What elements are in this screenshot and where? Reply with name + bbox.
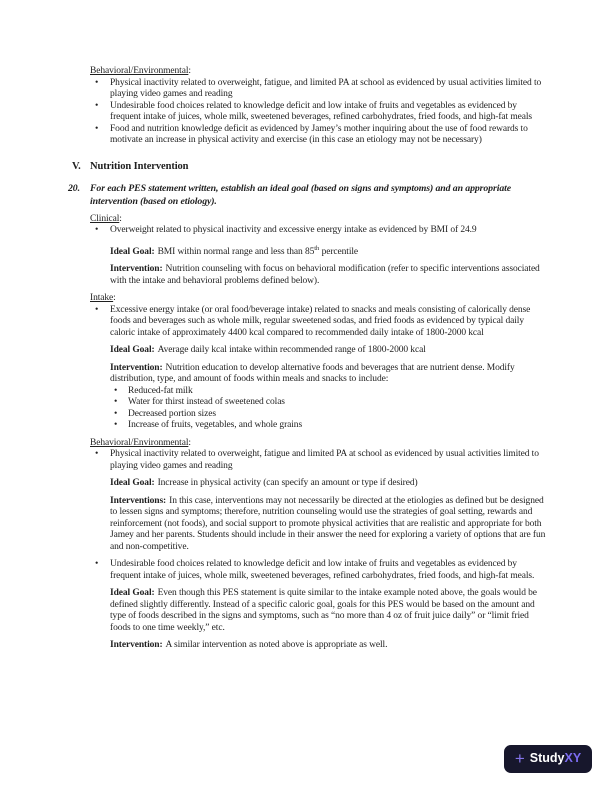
- list-item: [90, 101, 548, 124]
- list-item: [90, 449, 548, 472]
- paragraph-text: BMI within normal range and less than 85: [157, 246, 315, 257]
- brand-name-accent: XY: [564, 751, 582, 766]
- colon: :: [188, 437, 191, 448]
- bullet-text: Increase of fruits, vegetables, and whole grains: [128, 420, 303, 431]
- sub-bullet-item: [114, 386, 548, 398]
- paragraph-label: Ideal Goal:: [110, 588, 155, 599]
- superscript-ordinal: th: [314, 244, 320, 252]
- question-number: 20.: [68, 182, 80, 194]
- bullet-text: Undesirable food choices related to knowledge deficit and low intake of fruits and vegetables as evidenced by frequent intake of juices, whole milk, sweetened beverages, refined carbohydrates, fried foods, and high-fat meals.: [110, 559, 535, 581]
- list-item: [90, 225, 548, 237]
- bullet-text: Undesirable food choices related to knowledge deficit and low intake of fruits and vegetables as evidenced by frequent intake of juices, whole milk, sweetened beverages, refined carbohydrates, fried foods, and high-fat meals: [110, 100, 533, 122]
- sub-bullet-item: [114, 409, 548, 421]
- bullet-text: Decreased portion sizes: [128, 408, 216, 419]
- intervention-paragraph-clinical: [110, 264, 548, 287]
- paragraph-label: Ideal Goal:: [110, 478, 155, 489]
- paragraph-label: Ideal Goal:: [110, 345, 155, 356]
- ideal-goal-paragraph-behavioral-1: [110, 478, 548, 490]
- paragraph-label: Intervention:: [110, 640, 163, 651]
- paragraph-label: Intervention:: [110, 264, 163, 275]
- paragraph-text: percentile: [319, 246, 359, 257]
- section-label-behavioral-environmental-2: [90, 438, 548, 450]
- colon: :: [113, 293, 116, 304]
- question-20: [68, 182, 548, 208]
- paragraph-text: A similar intervention as noted above is appropriate as well.: [165, 640, 388, 651]
- bullet-text: Water for thirst instead of sweetened colas: [128, 397, 285, 408]
- intervention-paragraph-behavioral-2: [110, 640, 548, 652]
- bullet-icon: •: [95, 449, 99, 460]
- section-label-clinical: [90, 214, 548, 226]
- paragraph-text: In this case, interventions may not necessarily be directed at the etiologies as defined but be designed to lessen signs and symptoms; therefore, nutrition counseling would use the strategies of goal setting, rewards and reinforcement (not foods), and social support to promote physical activities that are realistic and appropriate for both Jamey and her parents. Students should include in their answer the need for exploring a variety of options that are fun and non-competitive.: [110, 495, 546, 552]
- bullet-icon: •: [95, 123, 99, 134]
- paragraph-label: Ideal Goal:: [110, 246, 155, 257]
- paragraph-text: Even though this PES statement is quite similar to the intake example noted above, the goals would be defined slightly differently. Instead of a specific caloric goal, goals for this PES would be based on the amount and type of foods described in the signs and symptoms, such as “no more than 4 oz of fruit juice daily” or “limit fried foods to one time weekly,” etc.: [110, 588, 537, 633]
- document-content: [68, 66, 548, 652]
- list-item: [90, 305, 548, 340]
- bullet-text: Physical inactivity related to overweight, fatigue and limited PA at school as evidenced by usual activities limited to playing video games and reading: [110, 449, 539, 471]
- bullet-text: Reduced-fat milk: [128, 385, 193, 396]
- list-item: [90, 78, 548, 101]
- colon: :: [188, 66, 191, 76]
- ideal-goal-paragraph-behavioral-2: [110, 588, 548, 634]
- heading-title: Nutrition Intervention: [90, 160, 189, 172]
- paragraph-text: Nutrition counseling with focus on behavioral modification (refer to specific interventions associated with the intake and behavioral problems defined below).: [110, 264, 540, 286]
- paragraph-label: Interventions:: [110, 495, 167, 506]
- bullet-icon: •: [95, 100, 99, 111]
- brand-name: [530, 753, 581, 765]
- bullet-text: Physical inactivity related to overweight, fatigue, and limited PA at school as evidenced by usual activities limited to playing video games and reading: [110, 77, 542, 99]
- bullet-icon: •: [95, 225, 99, 235]
- section-label-text: Clinical: [90, 213, 120, 224]
- paragraph-text: Average daily kcal intake within recommended range of 1800-2000 kcal: [157, 345, 426, 356]
- list-item: [90, 124, 548, 147]
- bullet-text: Excessive energy intake (or oral food/beverage intake) related to snacks and meals consisting of calorically dense foods and beverages such as whole milk, regular sweetened sodas, and fried foods as evidenced by typical daily caloric intake of approximately 4400 kcal compared to recommended daily intake of 1800-2000 kcal: [110, 304, 531, 338]
- colon: :: [119, 213, 122, 224]
- sub-bullet-item: [114, 420, 548, 432]
- ideal-goal-paragraph-clinical: [110, 243, 548, 259]
- studyxy-logo: [504, 745, 592, 773]
- ideal-goal-paragraph-intake: [110, 345, 548, 357]
- bullet-icon: •: [114, 408, 118, 419]
- section-label-text: Behavioral/Environmental: [90, 437, 189, 448]
- section-label-behavioral-environmental-1: [90, 66, 548, 78]
- paragraph-text: Increase in physical activity (can specify an amount or type if desired): [157, 478, 418, 489]
- heading-nutrition-intervention: [72, 160, 548, 173]
- section-label-text: Intake: [90, 293, 114, 304]
- plus-icon: +: [514, 748, 525, 768]
- bullet-text: Food and nutrition knowledge deficit as evidenced by Jamey’s mother inquiring about the use of food rewards to motivate an increase in physical activity and exercise (in this case an etiology may not be necessary): [110, 123, 528, 145]
- sub-bullet-item: [114, 397, 548, 409]
- intervention-paragraph-intake: [110, 363, 548, 386]
- bullet-icon: •: [95, 77, 99, 88]
- brand-name-primary: Study: [529, 751, 565, 766]
- bullet-icon: •: [114, 385, 118, 396]
- paragraph-label: Intervention:: [110, 362, 163, 373]
- question-text: For each PES statement written, establish an ideal goal (based on signs and symptoms) and an appropriate intervention (based on etiology).: [90, 182, 511, 207]
- bullet-icon: •: [114, 420, 118, 431]
- heading-number: V.: [72, 160, 81, 172]
- paragraph-text: Nutrition education to develop alternative foods and beverages that are nutrient dense. Modify distribution, type, and amount of foods within meals and snacks to include:: [110, 362, 515, 385]
- bullet-icon: •: [95, 304, 99, 315]
- list-item: [90, 559, 548, 582]
- section-label-intake: [90, 293, 548, 305]
- bullet-text: Overweight related to physical inactivity and excessive energy intake as evidenced by BMI of 24.9: [110, 225, 477, 235]
- interventions-paragraph-behavioral: [110, 496, 548, 554]
- bullet-icon: •: [114, 397, 118, 408]
- bullet-icon: •: [95, 559, 99, 570]
- section-label-text: Behavioral/Environmental: [90, 66, 189, 76]
